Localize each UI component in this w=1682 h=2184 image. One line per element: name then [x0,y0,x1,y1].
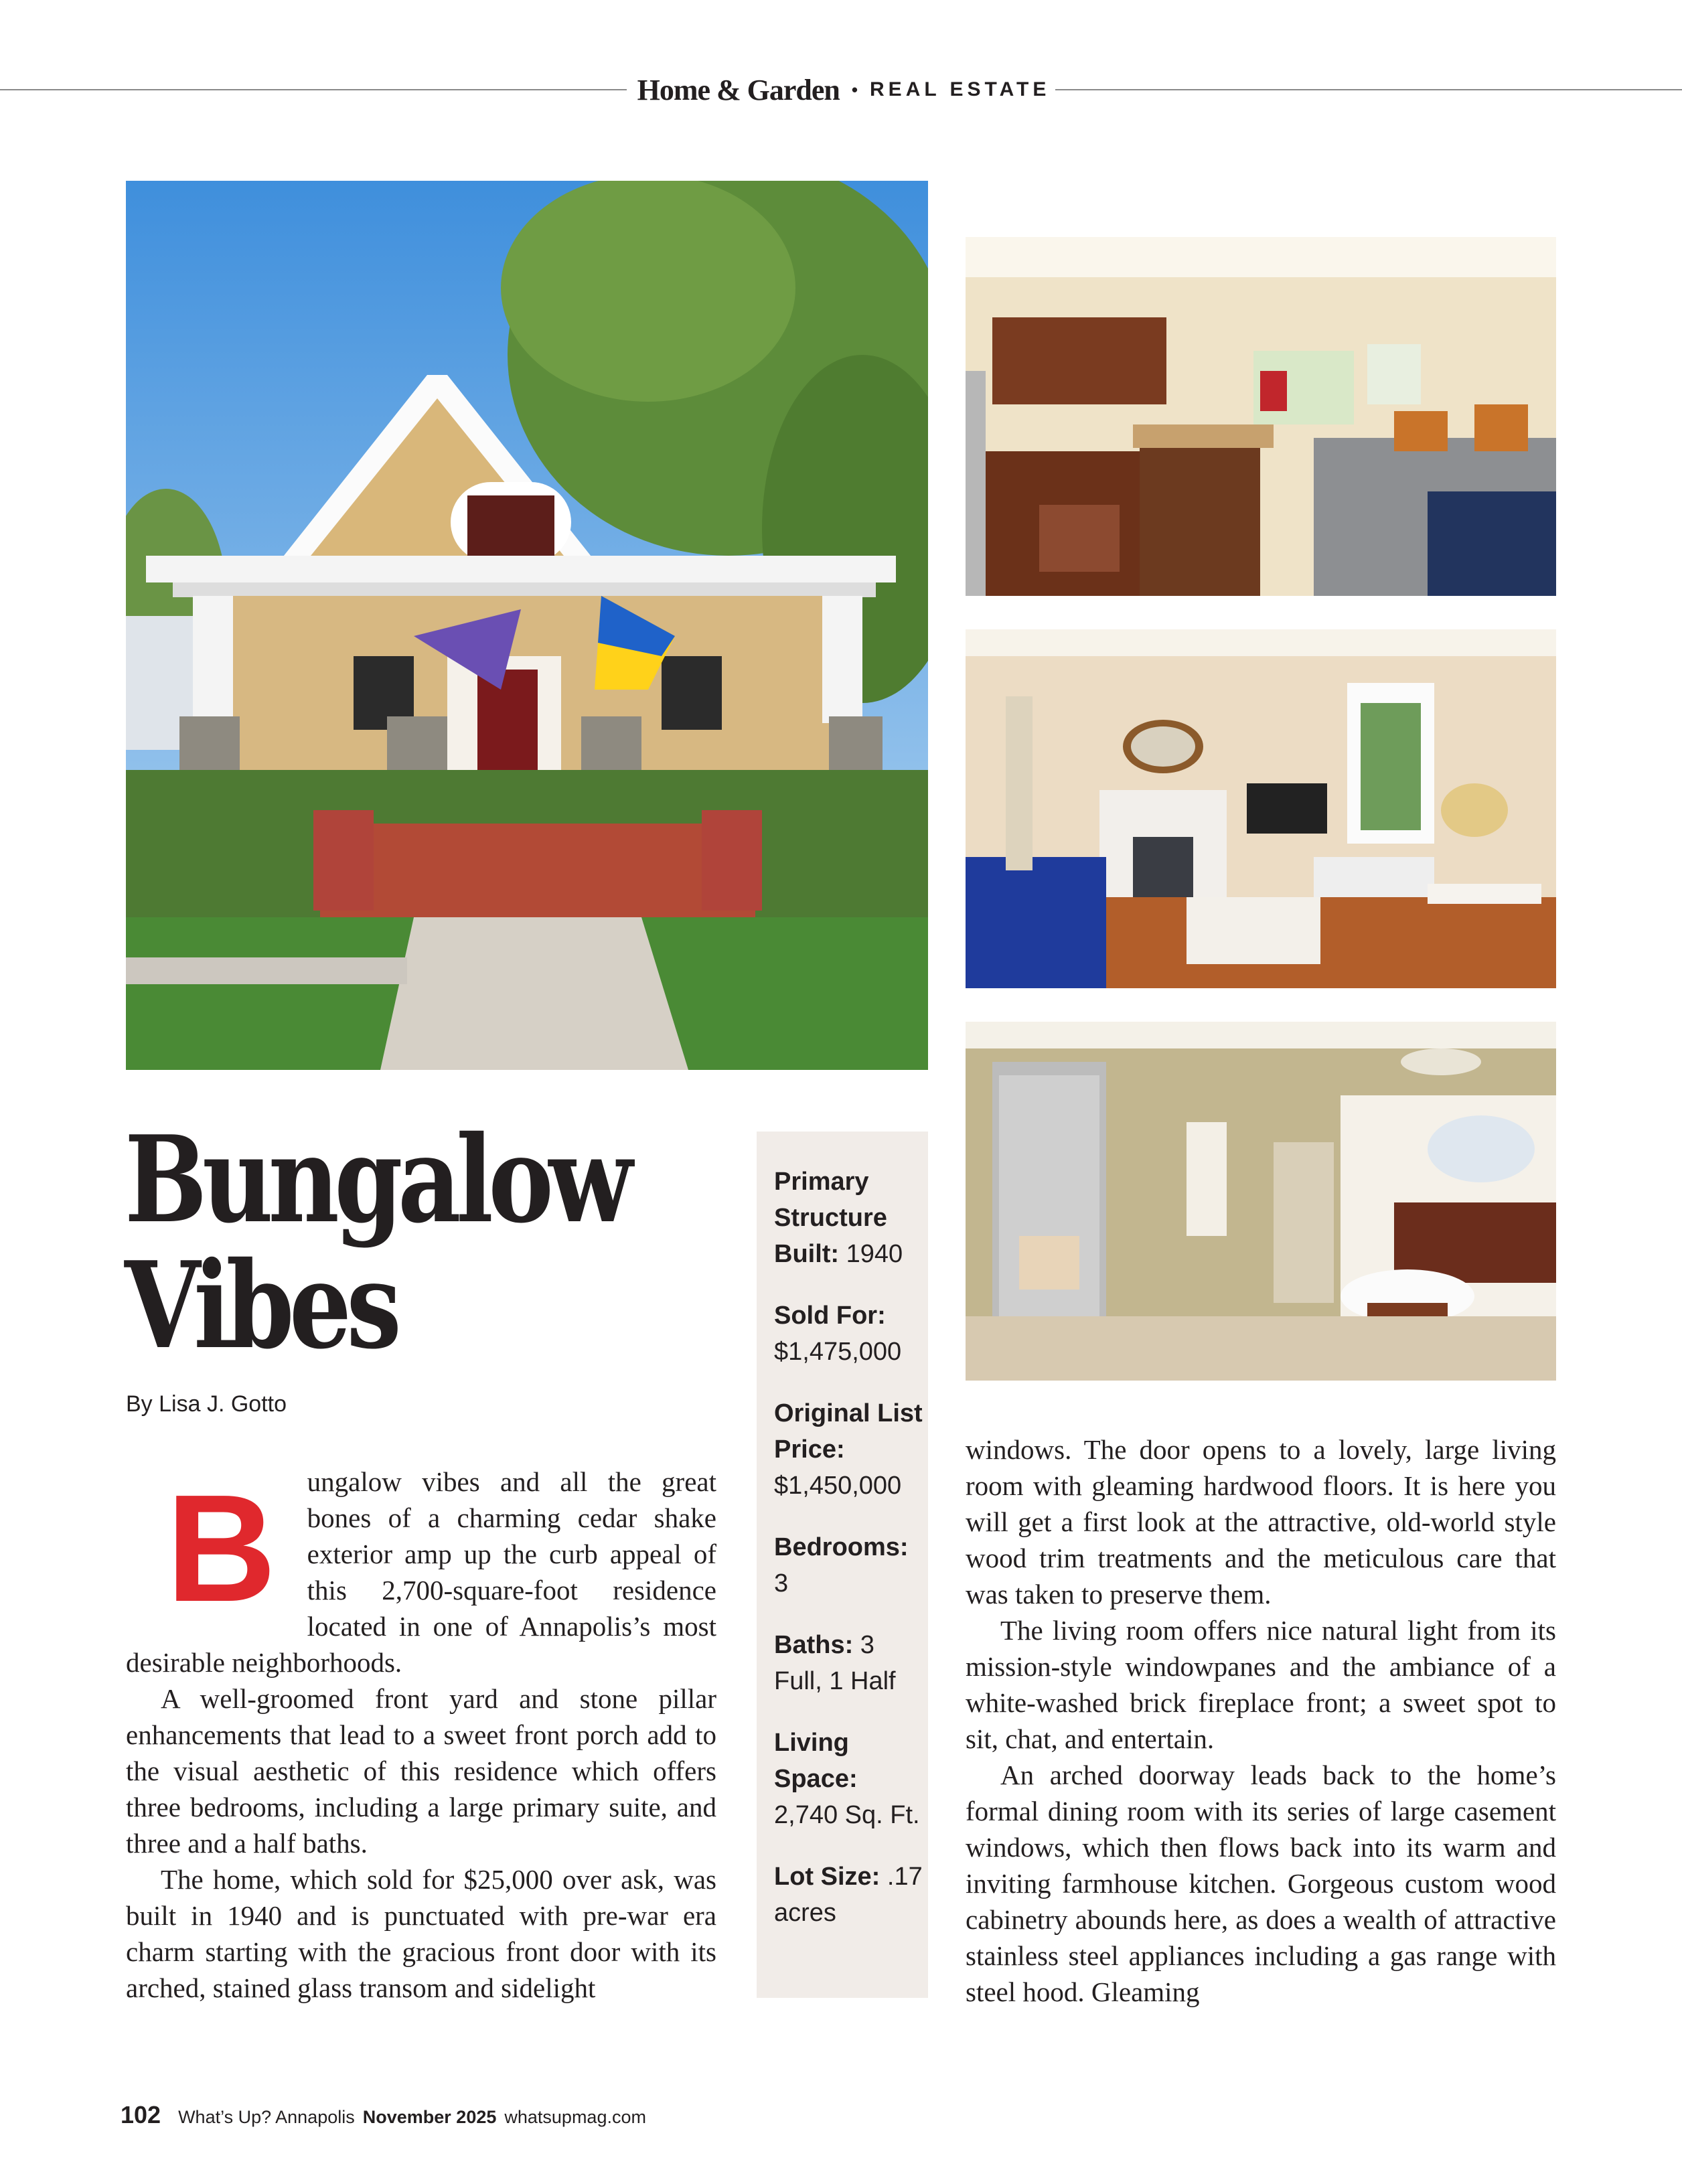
fact-value: 3 Full, 1 Half [774,1631,896,1695]
paragraph-3: The home, which sold for $25,000 over ask, was built in 1940 and is punctuated with pre-war era charm starting with the gracious front door with its arched, stained glass transom and sidelight [126,1864,716,2003]
header-rule-left [0,89,627,90]
fact-sold-for [774,1298,928,1370]
fact-value: 1940 [846,1240,903,1268]
paragraph-1-text: ungalow vibes and all the great bones of a charming cedar shake exterior amp up the curb appeal of this 2,700-square-foot residence located in one of Annapolis’s most desirable neighborhoods. [126,1466,716,1678]
publication-name: What’s Up? Annapolis [178,2107,355,2127]
paragraph-1 [126,1464,716,1681]
page-footer [121,2101,646,2129]
article-title-line1: Bungalow [125,1109,628,1249]
article-title-line2: Vibes [125,1235,397,1375]
fact-label: Bedrooms: [774,1533,909,1561]
issue-date-text: November 2025 [362,2107,497,2127]
fact-built [774,1164,928,1272]
fact-value: 3 [774,1569,789,1597]
header-rule-right [1055,89,1682,90]
website-link[interactable]: whatsupmag.com [504,2107,646,2127]
paragraph-2: A well-groomed front yard and stone pillar enhancements that lead to a sweet front porch add to the visual aesthetic of this residence which offers three bedrooms, including a large primary suite, and three and a half baths. [126,1683,716,1859]
fact-value: $1,450,000 [774,1472,902,1500]
fact-value: .17 acres [774,1863,923,1927]
fact-baths [774,1627,928,1699]
fact-label: Sold For: [774,1302,886,1330]
paragraph-5: The living room offers nice natural light from its mission-style windowpanes and the ambiance of a white-washed brick fireplace front; a sweet spot to sit, chat, and entertain. [966,1615,1556,1754]
drop-cap: B [166,1464,277,1634]
exterior-photo [126,181,928,1070]
article-title [125,1109,628,1375]
article-column-2 [966,1431,1556,2010]
page-number: 102 [121,2101,161,2128]
bathroom-photo [966,1022,1556,1381]
fact-value: 2,740 Sq. Ft. [774,1801,920,1829]
article-column-1 [126,1464,716,2006]
section-header [629,70,1058,110]
byline: By Lisa J. Gotto [126,1391,287,1417]
paragraph-4: windows. The door opens to a lovely, large living room with gleaming hardwood floors. It is here you will get a first look at the attractive, old-world style wood trim treatments and the meticulous care that was taken to preserve them. [966,1434,1556,1610]
section-name: Home & Garden [637,73,840,106]
fact-label: Baths: [774,1631,854,1659]
kitchen-photo [966,237,1556,596]
fact-living-space [774,1725,928,1833]
fact-bedrooms [774,1529,928,1602]
fact-label: Lot Size: [774,1863,881,1891]
fact-list-price [774,1395,928,1504]
issue-date [363,2107,497,2128]
fact-lot-size [774,1859,928,1931]
living-room-photo [966,629,1556,988]
fact-label: Primary Structure Built: [774,1168,887,1268]
fact-label: Living Space: [774,1729,858,1793]
fact-sidebar [757,1132,928,1998]
header-separator: • [851,79,858,100]
paragraph-6: An arched doorway leads back to the home’s formal dining room with its series of large casement windows, which then flows back into its warm and inviting farmhouse kitchen. Gorgeous custom wood cabinetry abounds here, as does a wealth of attractive stainless steel appliances including a gas range with steel hood. Gleaming [966,1760,1556,2007]
fact-label: Original List Price: [774,1399,923,1464]
fact-value: $1,475,000 [774,1338,902,1366]
subsection-name: REAL ESTATE [870,78,1051,100]
